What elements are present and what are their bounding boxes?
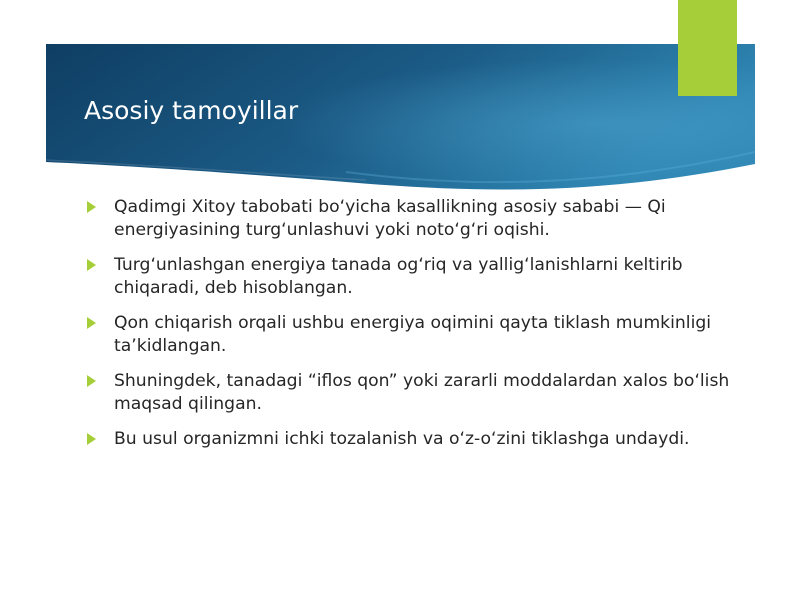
triangle-right-icon [87, 375, 96, 387]
accent-rectangle [678, 0, 737, 96]
bullet-item [84, 312, 754, 358]
bullet-item [84, 196, 754, 242]
triangle-right-icon [87, 433, 96, 445]
triangle-right-icon [87, 317, 96, 329]
triangle-right-icon [87, 201, 96, 213]
bullet-text: Qadimgi Xitoy tabobati bo‘yicha kasallikning asosiy sababi — Qi energiyasining turg‘unlashuvi yoki noto‘g‘ri oqishi. [114, 197, 666, 240]
triangle-right-icon [87, 259, 96, 271]
bullet-item [84, 254, 754, 300]
bullet-text: Qon chiqarish orqali ushbu energiya oqimini qayta tiklash mumkinligi ta’kidlangan. [114, 313, 712, 356]
bullet-list [84, 196, 754, 463]
bullet-text: Shuningdek, tanadagi “iflos qon” yoki zararli moddalardan xalos bo‘lish maqsad qilingan. [114, 371, 730, 414]
bullet-text: Bu usul organizmni ichki tozalanish va o‘z-o‘zini tiklashga undaydi. [114, 429, 690, 449]
bullet-item [84, 428, 754, 451]
bullet-text: Turg‘unlashgan energiya tanada og‘riq va yallig‘lanishlarni keltirib chiqaradi, deb hisoblangan. [114, 255, 683, 298]
bullet-item [84, 370, 754, 416]
slide-title: Asosiy tamoyillar [84, 96, 299, 125]
